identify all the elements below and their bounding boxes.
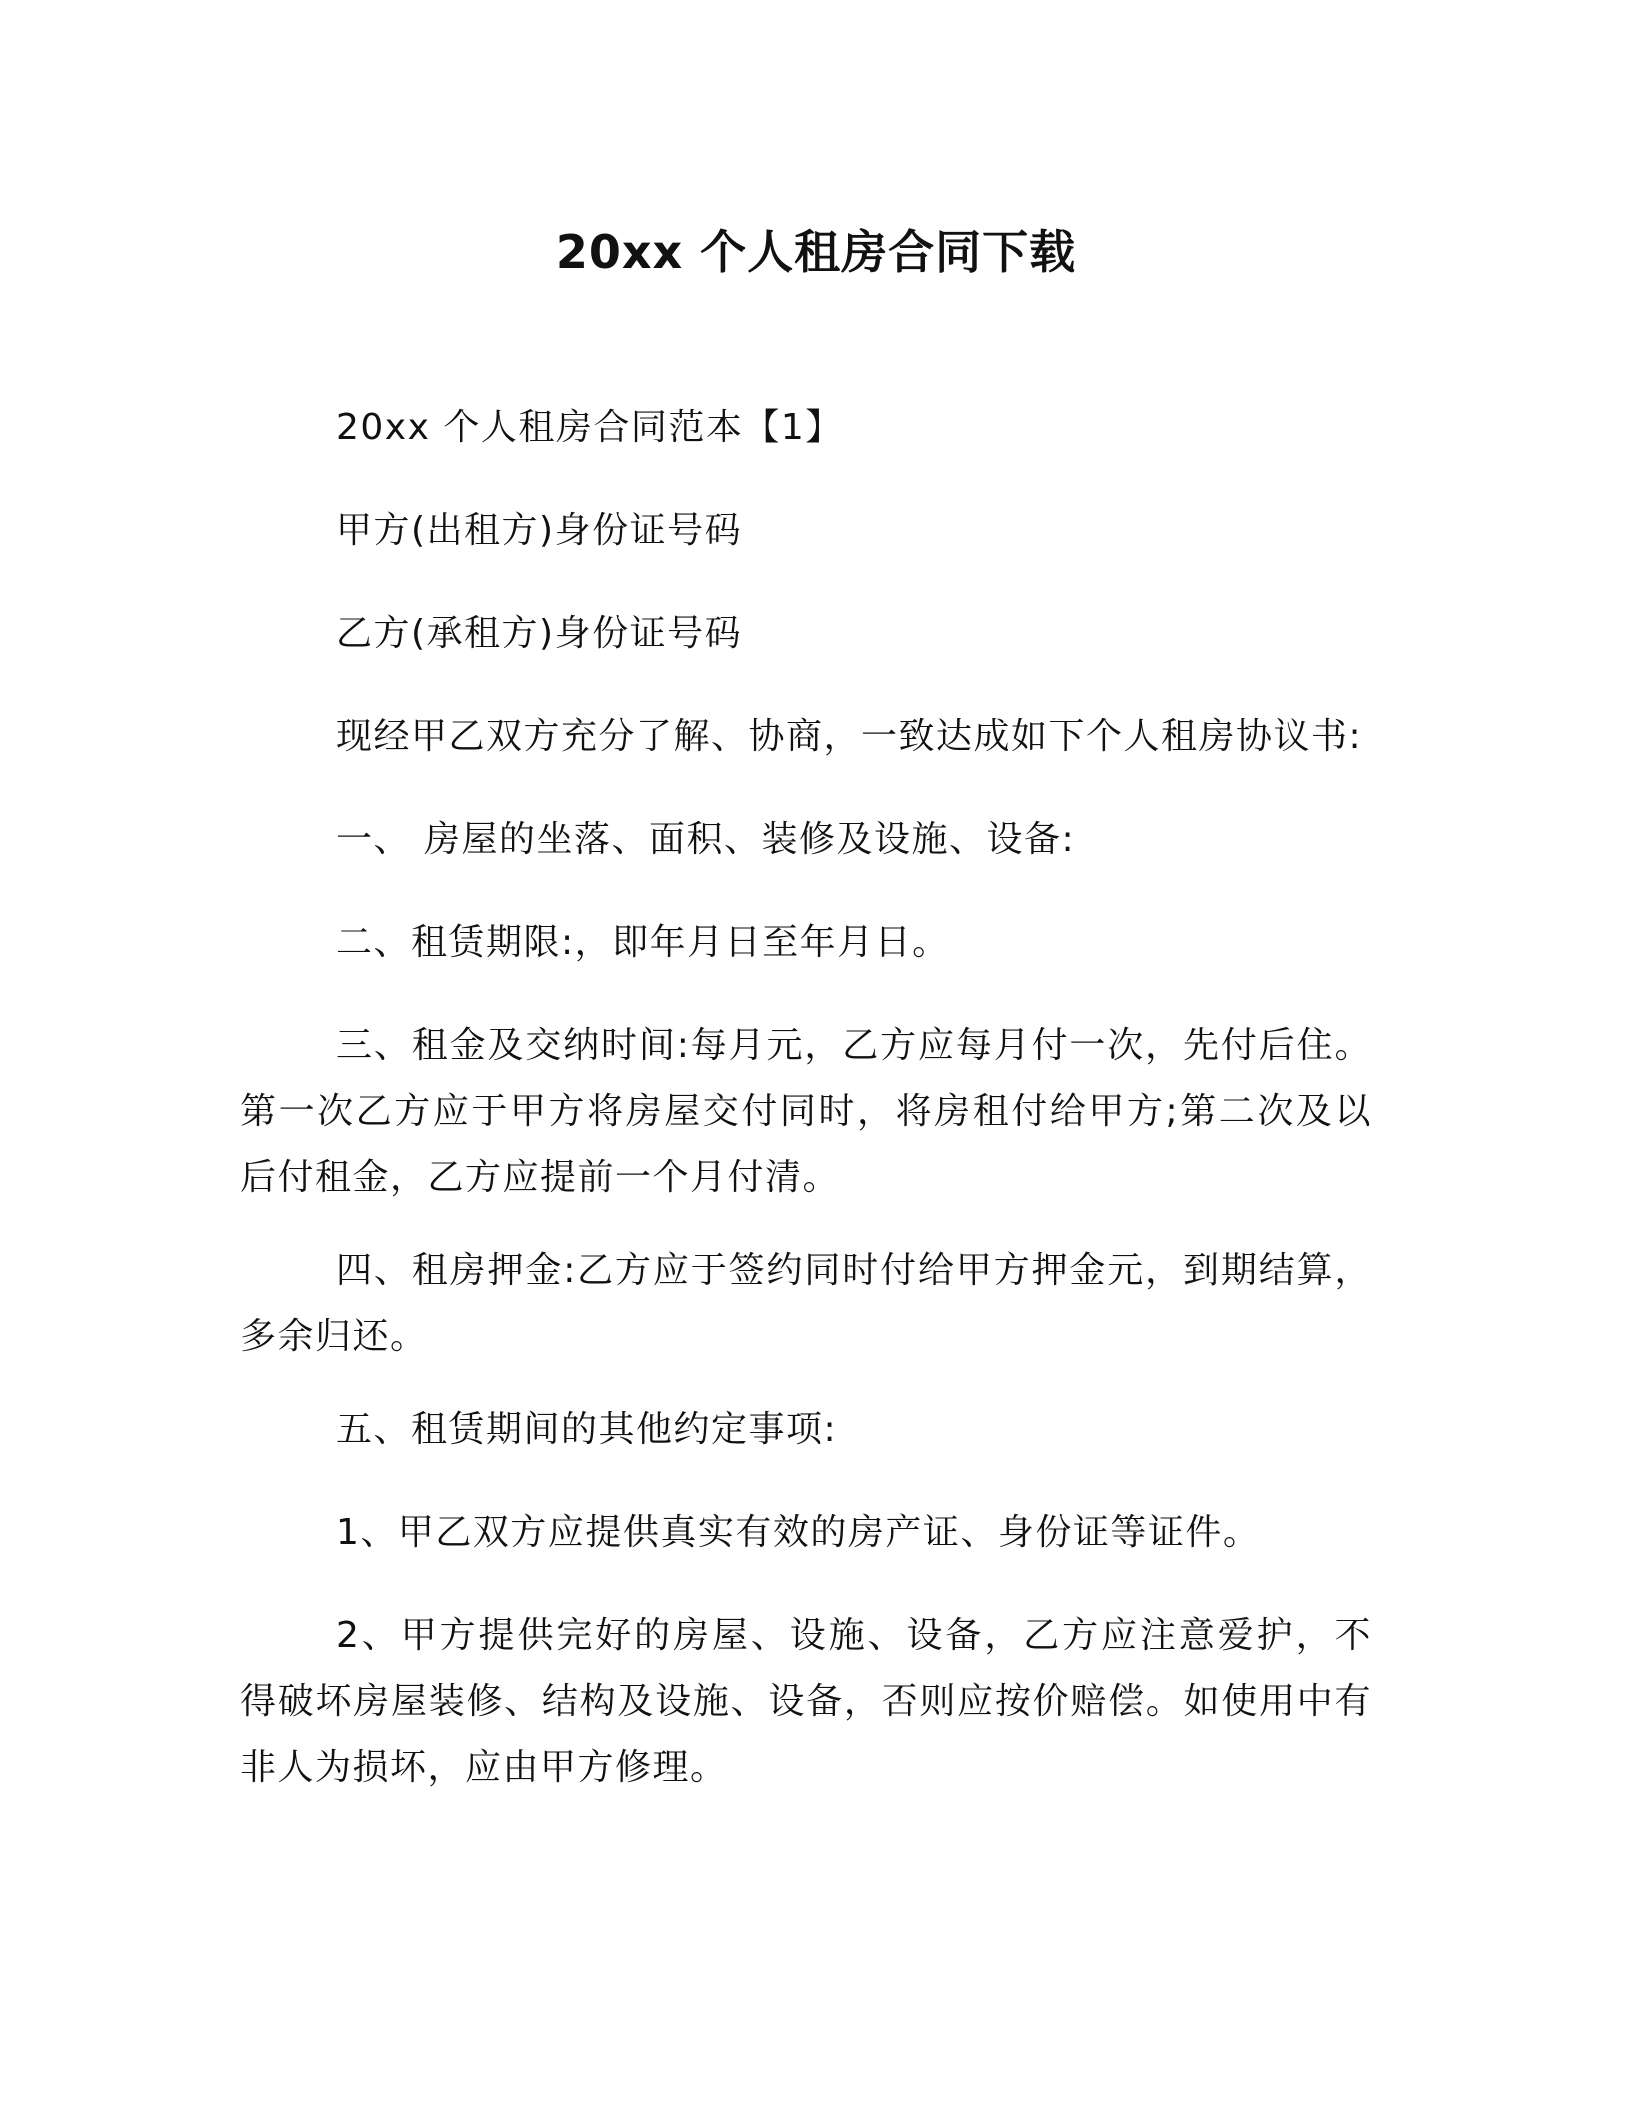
party-b-line: 乙方(承租方)身份证号码: [336, 613, 743, 654]
clause-4-deposit: 四、租房押金:乙方应于签约同时付给甲方押金元，到期结算，多余归还。: [240, 1250, 1372, 1357]
clause-3-rent: 三、租金及交纳时间:每月元，乙方应每月付一次，先付后住。第一次乙方应于甲方将房屋交付同时，将房租付给甲方;第二次及以后付租金，乙方应提前一个月付清。: [240, 1025, 1372, 1198]
clause-2-term: 二、租赁期限:，即年月日至年月日。: [336, 922, 950, 963]
clause-5-other: 五、租赁期间的其他约定事项:: [336, 1409, 838, 1450]
document-body: [240, 395, 1372, 1838]
section-heading-sample-1: 20xx 个人租房合同范本【1】: [336, 407, 843, 448]
document-title: 20xx 个人租房合同下载: [555, 225, 1077, 279]
party-a-line: 甲方(出租方)身份证号码: [336, 510, 743, 551]
clause-1-location: 一、 房屋的坐落、面积、装修及设施、设备:: [336, 819, 1076, 860]
clause-5-item-2: 2、甲方提供完好的房屋、设施、设备，乙方应注意爱护，不得破坏房屋装修、结构及设施、设备，否则应按价赔偿。如使用中有非人为损坏，应由甲方修理。: [240, 1615, 1372, 1788]
agreement-intro: 现经甲乙双方充分了解、协商，一致达成如下个人租房协议书:: [336, 716, 1363, 757]
clause-5-item-1: 1、甲乙双方应提供真实有效的房产证、身份证等证件。: [336, 1512, 1261, 1553]
